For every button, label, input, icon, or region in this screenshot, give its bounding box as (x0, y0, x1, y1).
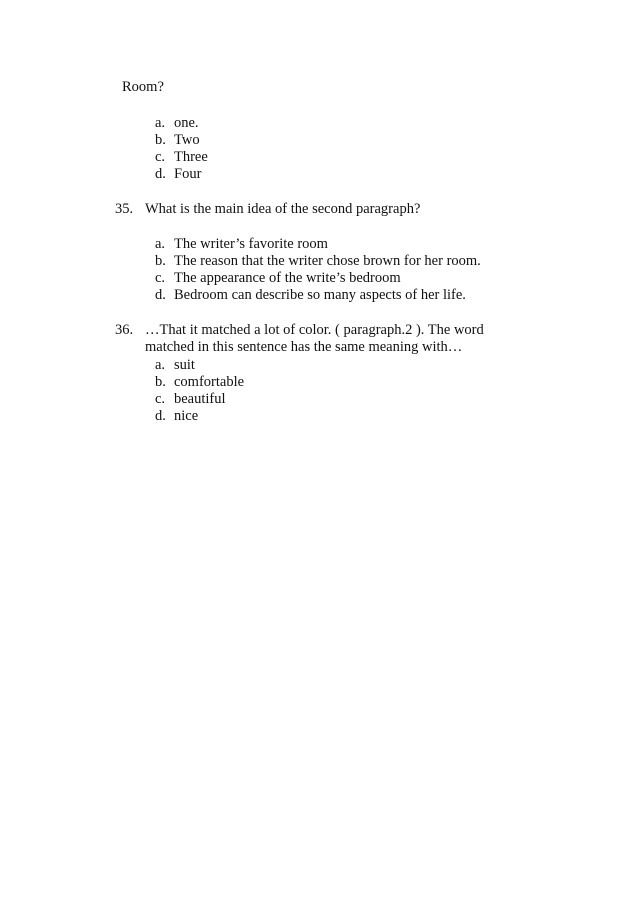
option-letter: b. (155, 374, 166, 390)
option-text: The writer’s favorite room (174, 236, 328, 252)
option-letter: d. (155, 287, 166, 303)
option-letter: a. (155, 115, 166, 131)
option-text: one. (174, 115, 199, 131)
question-number: 35. (115, 201, 134, 217)
option-letter: a. (155, 357, 166, 373)
option-letter: c. (155, 149, 166, 165)
option-text: Three (174, 149, 208, 165)
option-letter: a. (155, 236, 166, 252)
option-text: suit (174, 357, 195, 373)
question-text-line-1: …That it matched a lot of color. ( paragraph.2 ). The word (145, 322, 484, 338)
option-letter: d. (155, 166, 166, 182)
option-text: comfortable (174, 374, 245, 390)
option-letter: b. (155, 132, 166, 148)
option-text: The reason that the writer chose brown for her room. (174, 253, 481, 269)
option-text: beautiful (174, 391, 226, 407)
question-continuation-text: Room? (122, 79, 164, 95)
option-letter: b. (155, 253, 166, 269)
option-text: Four (174, 166, 202, 182)
option-text: nice (174, 408, 199, 424)
question-text-line-2: matched in this sentence has the same meaning with… (145, 339, 463, 355)
option-text: The appearance of the write’s bedroom (174, 270, 401, 286)
option-text: Two (174, 132, 200, 148)
option-letter: c. (155, 391, 166, 407)
option-letter: c. (155, 270, 166, 286)
question-text: What is the main idea of the second paragraph? (145, 201, 421, 217)
option-text: Bedroom can describe so many aspects of her life. (174, 287, 466, 303)
option-letter: d. (155, 408, 166, 424)
question-number: 36. (115, 322, 134, 338)
